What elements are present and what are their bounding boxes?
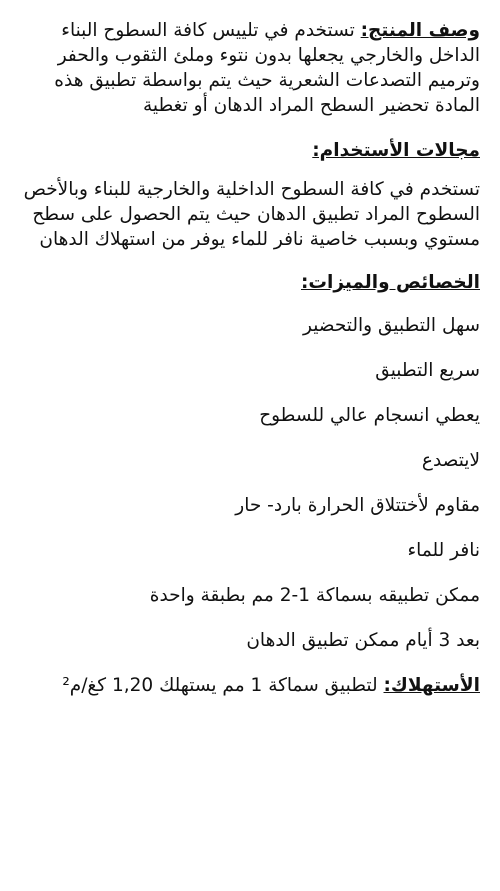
description-label: وصف المنتج: <box>360 20 480 41</box>
consumption-paragraph <box>18 673 480 698</box>
description-text: تستخدم في تلييس كافة السطوح البناء الداخل والخارجي يجعلها بدون نتوء وملئ الثقوب والحفر وترميم التصدعات الشعرية حيث يتم بواسطة تطبيق هذه المادة تحضير السطح المراد الدهان أو تغطية <box>54 20 480 116</box>
feature-item-paint-after-3-days: بعد 3 أيام ممكن تطبيق الدهان <box>246 630 480 651</box>
product-datasheet <box>18 18 480 698</box>
uses-paragraph: تستخدم في كافة السطوح الداخلية والخارجية للبناء وبالأخص السطوح المراد تطبيق الدهان حيث يتم الحصول على سطح مستوي وبسبب خاصية نافر للماء يوفر من استهلاك الدهان <box>23 179 480 250</box>
feature-item-high-surface-uniformity: يعطي انسجام عالي للسطوح <box>259 405 480 426</box>
description-paragraph <box>18 18 480 118</box>
feature-item-easy-application: سهل التطبيق والتحضير <box>303 315 480 336</box>
feature-item-crack-free: لايتصدع <box>421 450 480 471</box>
feature-item-fast-application: سريع التطبيق <box>375 360 480 381</box>
feature-item-temperature-resistant: مقاوم لأختتلاق الحرارة بارد- حار <box>235 495 480 516</box>
consumption-label: الأستهلاك: <box>383 675 480 696</box>
features-heading: الخصائص والميزات: <box>300 272 480 293</box>
features-list <box>18 313 480 653</box>
consumption-text: لتطبيق سماكة 1 مم يستهلك 1,20 كغ/م² <box>62 675 384 696</box>
feature-item-single-coat-thickness: ممكن تطبيقه بسماكة 1-2 مم بطبقة واحدة <box>149 585 480 606</box>
feature-item-water-repellent: نافر للماء <box>407 540 480 561</box>
uses-heading: مجالات الأستخدام: <box>312 140 480 161</box>
